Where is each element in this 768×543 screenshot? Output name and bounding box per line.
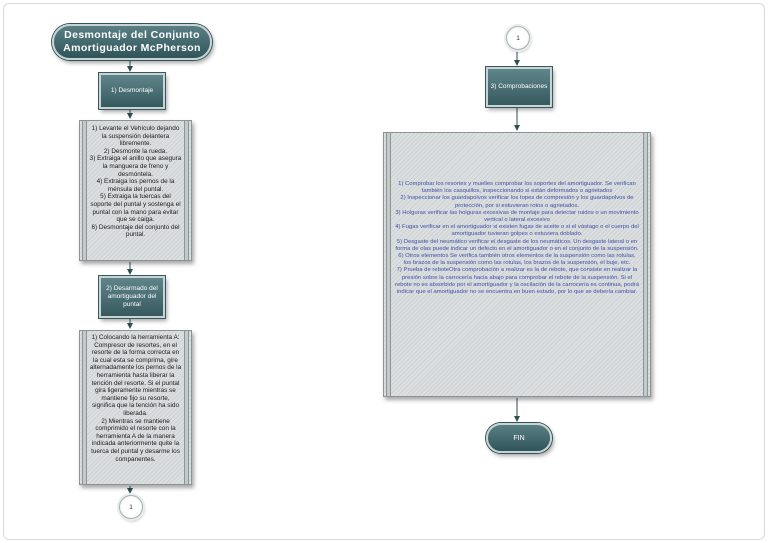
step2-process <box>99 276 165 318</box>
offpage-connector-bottom <box>119 495 143 519</box>
step1-detail-box <box>79 120 192 261</box>
step1-process <box>99 73 165 109</box>
step2-detail-box <box>79 330 192 485</box>
step3-label: 3) Comprobaciones <box>490 83 548 90</box>
check-item: 2) Inspeccionar los guardapolvos verificar los topes de compresión y los guardapolvos de protección, por si estuvieran rotos o agrietados. <box>400 195 634 209</box>
check-item: 4) Fugas verificar en el amortiguador si existen fugas de aceite o si el vástago o el cuerpo del amortiguador tuvieran golpes o estuviera doblado. <box>395 224 639 238</box>
step2-detail-line: 2) Mientras se mantiene comprimido el resorte con la herramienta A de la manera indicada anteriormente quite la tuerca del puntal y desarme los companentes. <box>91 417 180 463</box>
step1-detail-line: 5) Extraiga la tuercas del soporte del puntal y sostenga el puntal con la mano para evitar que se caiga. <box>90 193 181 224</box>
end-terminator <box>486 423 552 453</box>
offpage-connector-top <box>506 26 530 50</box>
title-text: Desmontaje del Conjunto Amortiguador McPherson <box>63 29 201 54</box>
connector-label: 1 <box>516 34 520 42</box>
step3-detail-box <box>383 132 651 397</box>
check-item: 6) Otros elementos Se verifica también otros elementos de la suspensión como las rotulas, los brazos de la suspensión como las rotulas, los brazos de la suspensión, el buje, etc. <box>398 253 636 267</box>
connector-label: 1 <box>129 503 133 511</box>
title-terminator <box>52 24 212 60</box>
step3-process <box>486 67 552 107</box>
step2-detail-line: 1) Colocando la herramienta A: Compresor de resortes, en el resorte de la forma correcta en la cual esta se comprima, gire alternadamente los pernos de la herramienta hasta liberar la tención del resorte. Si el puntal gira ligeramente mientras se mantiene fijo su resorte, significa que la tención ha sido liberada. <box>89 334 182 417</box>
step1-label: 1) Desmontaje <box>110 87 154 94</box>
check-item: 7) Prueba de reboteOtra comprobación a realizar es la de rebote, que consiste en realizar la presión sobre la carrocería hacia abajo para comprobar el rebote de la suspensión. Si el rebote no es absorbido por el amortiguador y la oscilación de la carrocería es continua, podrá indicar que el amortiguador no se encuentra en buen estado, por lo que se debería cambiar. <box>395 267 639 296</box>
step1-detail-line: 4) Extraiga los pernos de la ménsula del puntal. <box>96 178 175 193</box>
check-item: 1) Comprobar los resortes y muelles comprobar los soportes del amortiguador. Se verifican también los casquillos, inspeccionando si están deformados o agrietados <box>398 181 636 195</box>
step1-detail-line: 6) Desmontaje del conjunto del puntal. <box>91 223 180 239</box>
step1-detail-line: 1) Levante el Vehículo dejando la suspensión delantera libremente. <box>91 125 180 148</box>
check-item: 3) Holguras verificar las holguras excesivas de montaje para detectar ruidos o un movimiento vertical o lateral excesivo <box>395 209 639 224</box>
step1-detail-line: 3) Extraiga el anillo que asegura la manguera de freno y desmóntela. <box>89 155 182 178</box>
check-item: 5) Desgaste del neumático verificar el desgaste de los neumáticos. Un desgaste lateral o en forma de olas puede indicar un defecto en el amortiguador o en el conjunto de la suspensión. <box>395 238 639 252</box>
step1-detail-line: 2) Desmonte la rueda. <box>103 147 168 155</box>
end-label: FIN <box>513 434 525 442</box>
step2-label: 2) Desarmado del amortiguador del puntal <box>106 285 158 308</box>
